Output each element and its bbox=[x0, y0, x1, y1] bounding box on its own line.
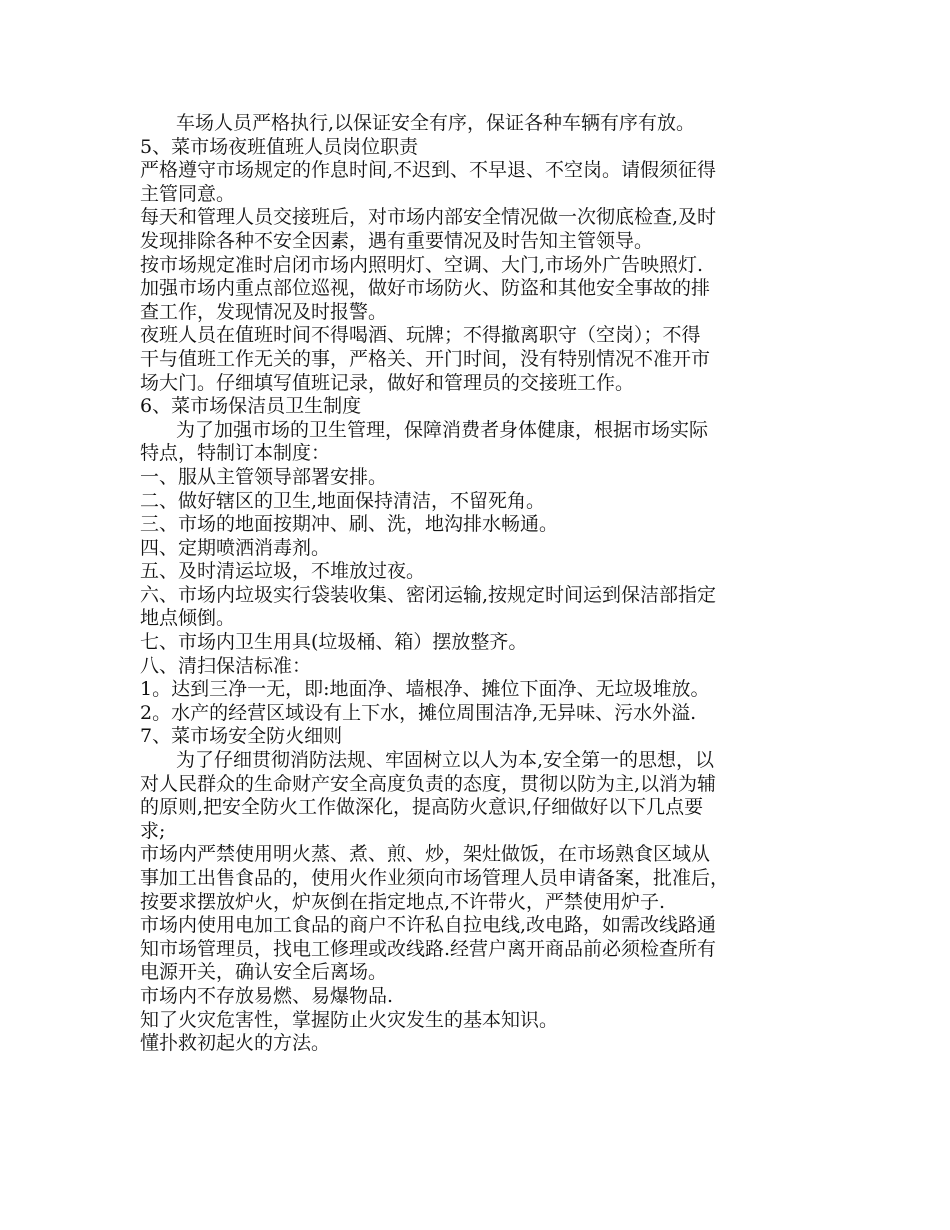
text-line: 的原则,把安全防火工作做深化，提高防火意识,仔细做好以下几点要 bbox=[140, 796, 704, 819]
text-line: 三、市场的地面按期冲、刷、洗，地沟排水畅通。 bbox=[140, 513, 559, 536]
text-line: 干与值班工作无关的事，严格关、开门时间，没有特别情况不准开市 bbox=[140, 347, 711, 370]
text-line: 特点，特制订本制度： bbox=[140, 442, 331, 465]
text-line: 主管同意。 bbox=[140, 182, 236, 205]
text-line: 六、市场内垃圾实行袋装收集、密闭运输,按规定时间运到保洁部指定 bbox=[140, 583, 717, 606]
document-body bbox=[140, 112, 810, 1056]
text-line: 加强市场内重点部位巡视，做好市场防火、防盗和其他安全事故的排 bbox=[140, 277, 711, 300]
text-line: 7、菜市场安全防火细则 bbox=[140, 725, 343, 748]
text-line: 地点倾倒。 bbox=[140, 607, 236, 630]
text-line: 2。水产的经营区域设有上下水，摊位周围洁净,无异味、污水外溢. bbox=[140, 701, 697, 724]
text-line: 为了仔细贯彻消防法规、牢固树立以人为本,安全第一的思想，以 bbox=[176, 749, 715, 772]
text-line: 车场人员严格执行,以保证安全有序，保证各种车辆有序有放。 bbox=[176, 112, 696, 134]
text-line: 1。达到三净一无，即:地面净、墙根净、摊位下面净、无垃圾堆放。 bbox=[140, 678, 710, 701]
text-line: 事加工出售食品的，使用火作业须向市场管理人员申请备案，批准后， bbox=[140, 867, 730, 889]
text-line: 知市场管理员，找电工修理或改线路.经营户离开商品前必须检查所有 bbox=[140, 937, 717, 960]
text-line: 市场内使用电加工食品的商户不许私自拉电线,改电路，如需改线路通 bbox=[140, 914, 717, 937]
text-line: 严格遵守市场规定的作息时间,不迟到、不早退、不空岗。请假须征得 bbox=[140, 159, 717, 182]
text-line: 二、做好辖区的卫生,地面保持清洁，不留死角。 bbox=[140, 489, 546, 512]
text-line: 场大门。仔细填写值班记录，做好和管理员的交接班工作。 bbox=[140, 371, 635, 394]
text-line: 夜班人员在值班时间不得喝酒、玩牌；不得撤离职守（空岗）；不得 bbox=[140, 324, 701, 347]
text-line: 5、菜市场夜班值班人员岗位职责 bbox=[140, 135, 419, 158]
text-line: 七、市场内卫生用具(垃圾桶、箱）摆放整齐。 bbox=[140, 631, 528, 654]
text-line: 知了火灾危害性，掌握防止火灾发生的基本知识。 bbox=[140, 1008, 559, 1031]
text-line: 为了加强市场的卫生管理，保障消费者身体健康，根据市场实际 bbox=[176, 418, 709, 441]
text-line: 对人民群众的生命财产安全高度负责的态度，贯彻以防为主,以消为辅 bbox=[140, 772, 717, 795]
text-line: 八、清扫保洁标准： bbox=[140, 654, 312, 677]
text-line: 懂扑救初起火的方法。 bbox=[140, 1032, 331, 1055]
text-line: 市场内不存放易燃、易爆物品. bbox=[140, 984, 394, 1007]
text-line: 电源开关，确认安全后离场。 bbox=[140, 961, 388, 984]
text-line: 按要求摆放炉火，炉灰倒在指定地点,不许带火，严禁使用炉子. bbox=[140, 890, 666, 913]
text-line: 按市场规定准时启闭市场内照明灯、空调、大门,市场外广告映照灯. bbox=[140, 253, 704, 276]
text-line: 一、服从主管领导部署安排。 bbox=[140, 465, 388, 488]
text-line: 五、及时清运垃圾，不堆放过夜。 bbox=[140, 560, 426, 583]
text-line: 四、定期喷洒消毒剂。 bbox=[140, 536, 331, 559]
text-line: 发现排除各种不安全因素，遇有重要情况及时告知主管领导。 bbox=[140, 229, 654, 252]
text-line: 查工作，发现情况及时报警。 bbox=[140, 300, 388, 323]
text-line: 每天和管理人员交接班后，对市场内部安全情况做一次彻底检查,及时 bbox=[140, 206, 717, 229]
text-line: 求; bbox=[140, 819, 166, 842]
text-line: 6、菜市场保洁员卫生制度 bbox=[140, 395, 362, 418]
text-line: 市场内严禁使用明火蒸、煮、煎、炒，架灶做饭，在市场熟食区域从 bbox=[140, 843, 711, 866]
